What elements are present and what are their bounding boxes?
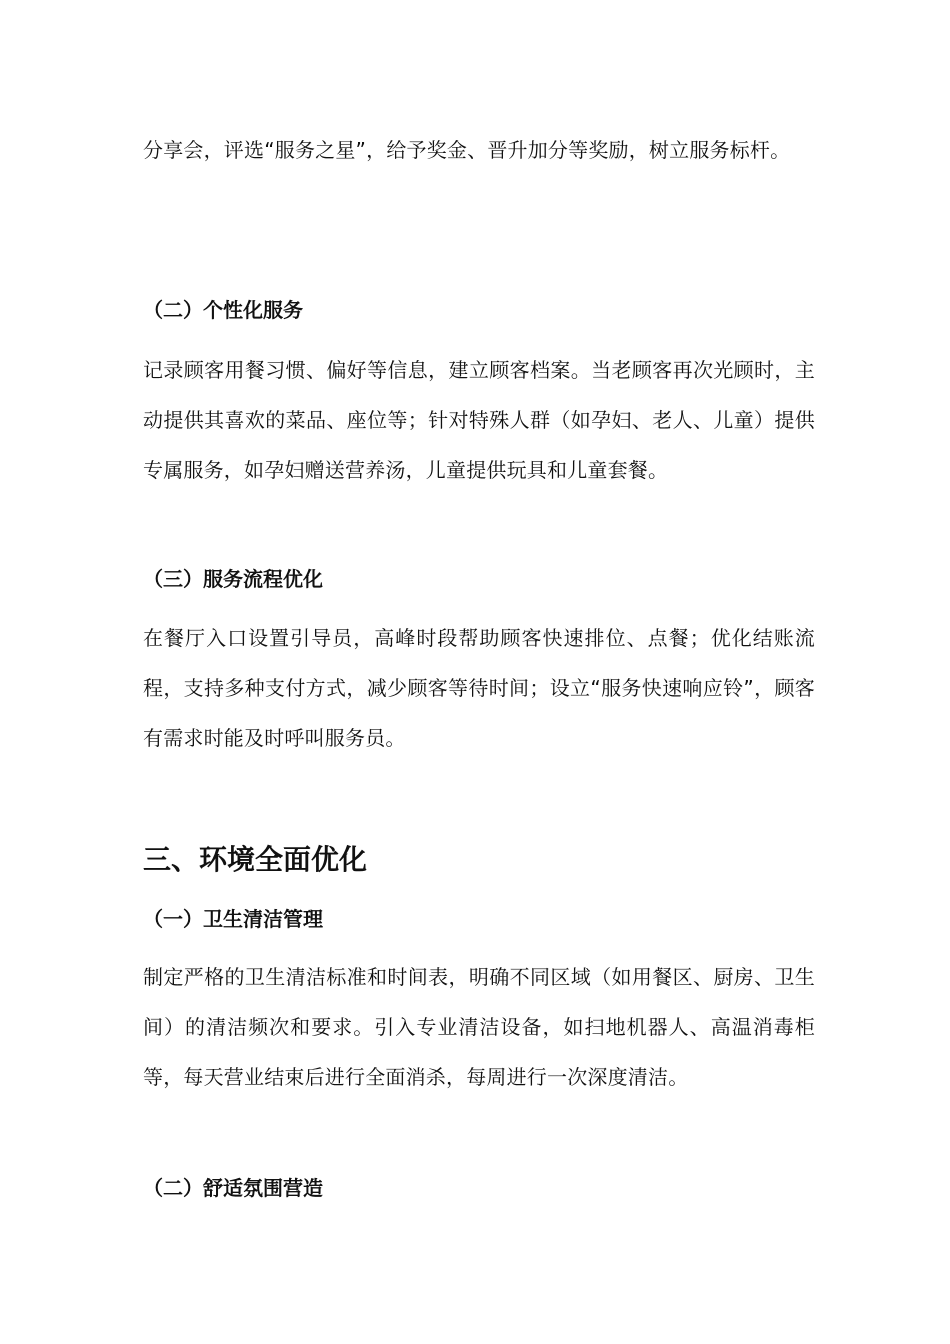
paragraph-hygiene-management: 制定严格的卫生清洁标准和时间表，明确不同区域（如用餐区、厨房、卫生间）的清洁频次和要求。引入专业清洁设备，如扫地机器人、高温消毒柜等，每天营业结束后进行全面消杀，每周进行一次深度清洁。	[143, 965, 815, 1089]
section-heading-environment: 三、环境全面优化	[143, 843, 368, 876]
paragraph-personalized-service: 记录顾客用餐习惯、偏好等信息，建立顾客档案。当老顾客再次光顾时，主动提供其喜欢的菜品、座位等；针对特殊人群（如孕妇、老人、儿童）提供专属服务，如孕妇赠送营养汤，儿童提供玩具和儿童套餐。	[143, 358, 815, 482]
subheading-personalized-service: （二）个性化服务	[143, 298, 303, 322]
paragraph-service-process: 在餐厅入口设置引导员，高峰时段帮助顾客快速排位、点餐；优化结账流程，支持多种支付方式，减少顾客等待时间；设立“服务快速响应铃”，顾客有需求时能及时呼叫服务员。	[143, 626, 815, 750]
subheading-hygiene-management: （一）卫生清洁管理	[143, 907, 323, 931]
subheading-service-process: （三）服务流程优化	[143, 567, 323, 591]
subheading-comfortable-atmosphere: （二）舒适氛围营造	[143, 1176, 323, 1200]
paragraph-service-star: 分享会，评选“服务之星”，给予奖金、晋升加分等奖励，树立服务标杆。	[143, 138, 791, 162]
